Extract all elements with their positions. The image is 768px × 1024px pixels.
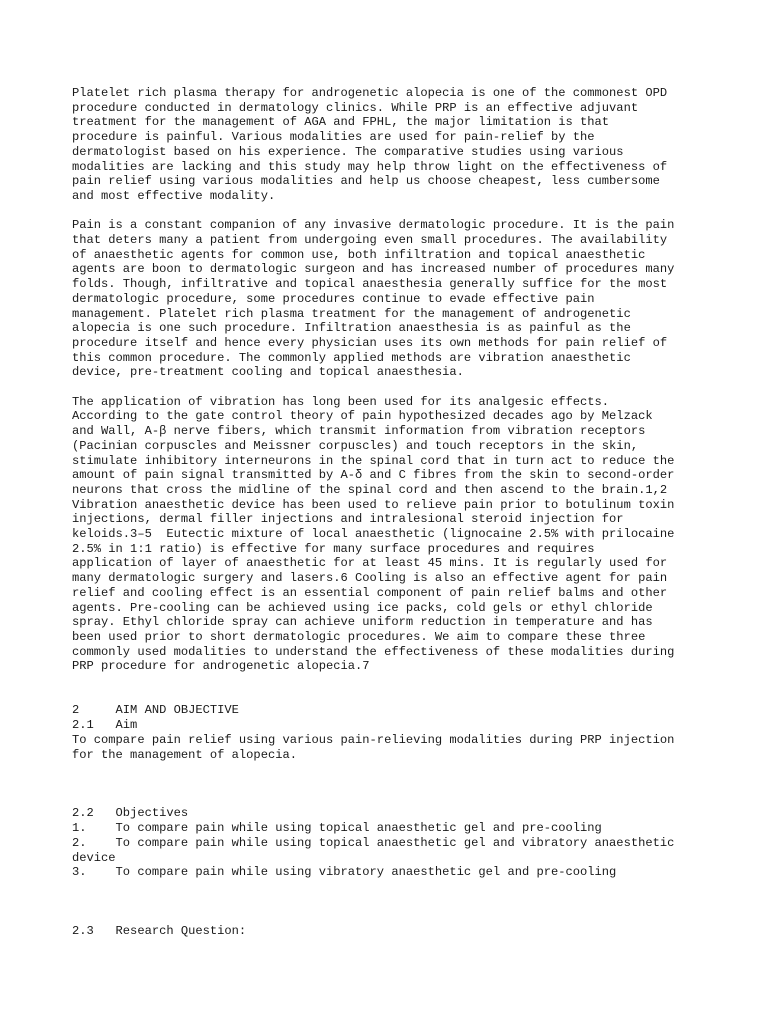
section-heading-aim-objective: 2 AIM AND OBJECTIVE [72, 703, 239, 718]
objective-item-3: 3. To compare pain while using vibratory anaesthetic gel and pre-cooling [72, 865, 617, 880]
paragraph-pain: Pain is a constant companion of any invasive dermatologic procedure. It is the pain that deters many a patient from undergoing even small procedures. The availability of anaesthetic agents for common use, both infiltration and topical anaesthetic agents are boon to dermatologic surgeon and has increased number of procedures many folds. Though, infiltrative and topical anaesthesia generally suffice for the most dermatologic procedure, some procedures continue to evade effective pain management. Platelet rich plasma treatment for the management of androgenetic alopecia is one such procedure. Infiltration anaesthesia is as painful as the procedure itself and hence every physician uses its own methods for pain relief of this common procedure. The commonly applied methods are vibration anaesthetic device, pre-treatment cooling and topical anaesthesia. [72, 218, 675, 380]
subsection-heading-aim: 2.1 Aim [72, 718, 138, 733]
paragraph-intro: Platelet rich plasma therapy for androgenetic alopecia is one of the commonest OPD procedure conducted in dermatology clinics. While PRP is an effective adjuvant treatment for the management of AGA and FPHL, the major limitation is that procedure is painful. Various modalities are used for pain-relief by the dermatologist based on his experience. The comparative studies using various modalities are lacking and this study may help throw light on the effectiveness of pain relief using various modalities and help us choose cheapest, less cumbersome and most effective modality. [72, 86, 668, 203]
paragraph-vibration: The application of vibration has long been used for its analgesic effects. According to the gate control theory of pain hypothesized decades ago by Melzack and Wall, A-β nerve fibers, which transmit information from vibration receptors (Pacinian corpuscles and Meissner corpuscles) and touch receptors in the skin, stimulate inhibitory interneurons in the spinal cord that in turn act to reduce the amount of pain signal transmitted by A-δ and C fibres from the skin to second-order neurons that cross the midline of the spinal cord and then ascend to the brain.1,2 Vibration anaesthetic device has been used to relieve pain prior to botulinum toxin injections, dermal filler injections and intralesional steroid injection for keloids.3–5 Eutectic mixture of local anaesthetic (lignocaine 2.5% with prilocaine 2.5% in 1:1 ratio) is effective for many surface procedures and requires application of layer of anaesthetic for at least 45 mins. It is regularly used for many dermatologic surgery and lasers.6 Cooling is also an effective agent for pain relief and cooling effect is an essential component of pain relief balms and other agents. Pre-cooling can be achieved using ice packs, cold gels or ethyl chloride spray. Ethyl chloride spray can achieve uniform reduction in temperature and has been used prior to short dermatologic procedures. We aim to compare these three commonly used modalities to understand the effectiveness of these modalities during PRP procedure for androgenetic alopecia.7 [72, 394, 675, 674]
aim-text: To compare pain relief using various pain-relieving modalities during PRP injection for the management of alopecia. [72, 732, 675, 762]
document-page [72, 86, 712, 939]
subsection-heading-objectives: 2.2 Objectives [72, 806, 189, 821]
objective-item-1: 1. To compare pain while using topical anaesthetic gel and pre-cooling [72, 821, 602, 836]
subsection-heading-research-question: 2.3 Research Question: [72, 924, 247, 938]
objective-item-2: 2. To compare pain while using topical anaesthetic gel and vibratory anaesthetic device [72, 835, 675, 865]
